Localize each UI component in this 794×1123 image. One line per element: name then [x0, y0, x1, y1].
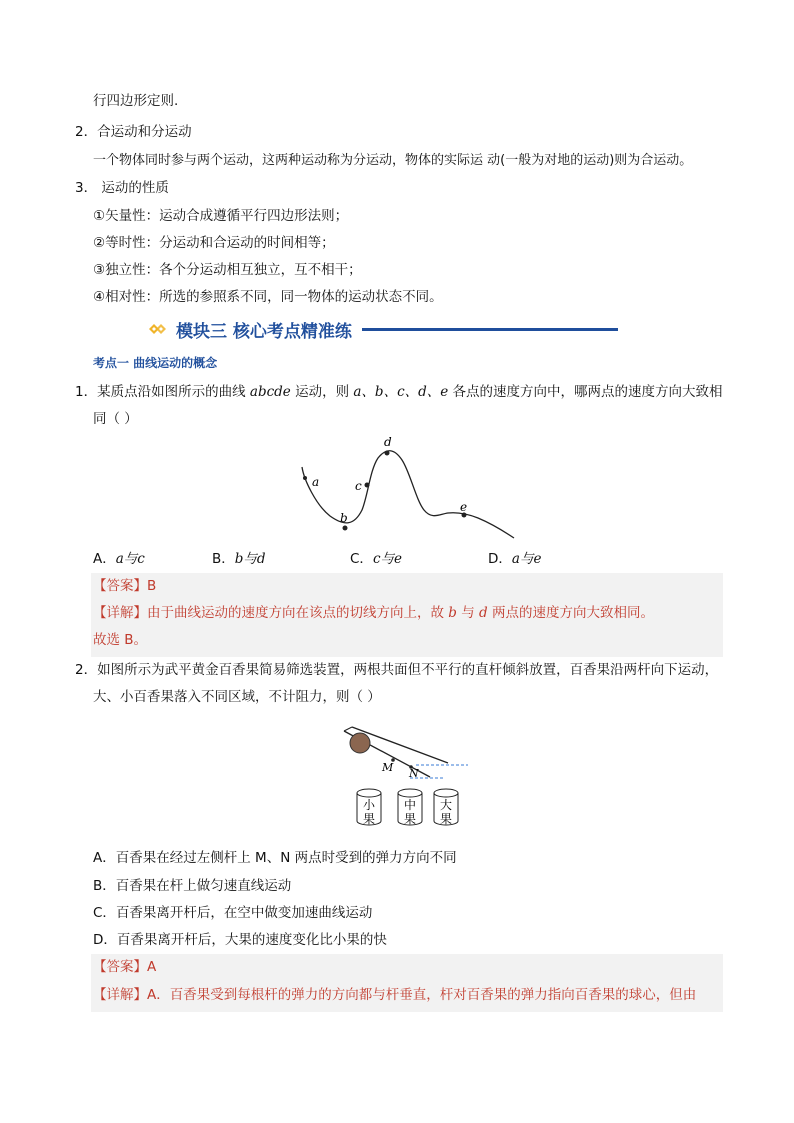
property-independence: ③独立性：各个分运动相互独立，互不相干； — [93, 262, 362, 278]
stem-text: 某质点沿如图所示的曲线 — [97, 384, 250, 400]
option-key: B． — [93, 878, 116, 894]
module-title: 模块三 核心考点精准练 — [176, 321, 352, 342]
bin-label: 大 — [439, 798, 453, 812]
detail-text: 两点的速度方向大致相同。 — [487, 605, 654, 621]
q2-option-a[interactable] — [93, 848, 457, 868]
q2-option-c[interactable] — [93, 903, 372, 923]
answer-label: 【答案】 — [93, 578, 147, 594]
detail-label: 【详解】 — [93, 987, 147, 1003]
option-key: D． — [488, 551, 512, 567]
question-number: 2． — [75, 662, 98, 678]
option-key: C． — [93, 905, 116, 921]
label-e: e — [460, 500, 468, 514]
option-key: C． — [350, 551, 373, 567]
q2-option-b[interactable] — [93, 876, 291, 896]
bin-label: 果 — [439, 812, 453, 826]
answer-value: A — [147, 959, 157, 975]
stem-text: 运动，则 — [290, 384, 354, 400]
point-list: a、b、c、d、e — [353, 384, 449, 400]
option-text: 百香果在杆上做匀速直线运动 — [115, 878, 292, 894]
q2-sorting-device-figure — [340, 725, 480, 830]
q1-option-c[interactable] — [350, 549, 402, 569]
detail-point: d — [479, 605, 488, 621]
q1-option-d[interactable] — [488, 549, 541, 569]
option-text: a与e — [511, 551, 542, 567]
property-vector: ①矢量性：运动合成遵循平行四边形法则； — [93, 208, 349, 224]
item-number: 3． — [75, 180, 98, 196]
option-text: 百香果在经过左侧杆上 M、N 两点时受到的弹力方向不同 — [115, 850, 457, 866]
question-number: 1． — [75, 384, 98, 400]
option-key: A． — [93, 850, 116, 866]
option-key: A． — [93, 551, 116, 567]
label-a: a — [312, 475, 320, 489]
detail-text: 与 — [456, 605, 480, 621]
q1-answer — [93, 576, 156, 596]
label-c: c — [355, 479, 362, 493]
label-d: d — [384, 435, 392, 449]
item-title: 合运动和分运动 — [97, 124, 192, 140]
property-relativity: ④相对性：所选的参照系不同，同一物体的运动状态不同。 — [93, 289, 443, 305]
bin-medium — [398, 789, 422, 826]
q1-detail — [93, 603, 654, 623]
bin-large — [434, 789, 458, 826]
option-text: a与c — [115, 551, 145, 567]
q1-stem-line-1 — [75, 382, 723, 402]
intro-item-3-heading — [75, 178, 169, 198]
curve-name: abcde — [249, 384, 291, 400]
detail-text: 由于曲线运动的速度方向在该点的切线方向上，故 — [147, 605, 449, 621]
bin-label: 果 — [362, 812, 376, 826]
double-chevron-icon — [148, 322, 168, 336]
q1-curve-figure — [290, 430, 530, 545]
module-title-rule — [362, 328, 618, 331]
bin-label: 小 — [362, 798, 376, 812]
q1-conclusion: 故选 B。 — [93, 632, 148, 648]
option-text: 百香果离开杆后，在空中做变加速曲线运动 — [115, 905, 373, 921]
detail-point: b — [448, 605, 457, 621]
label-N: N — [409, 767, 419, 780]
q1-option-b[interactable] — [212, 549, 266, 569]
answer-value: B — [147, 578, 157, 594]
intro-line-continuation: 行四边形定则. — [93, 93, 179, 109]
bin-label: 中 — [403, 798, 417, 812]
q2-option-d[interactable] — [93, 930, 387, 950]
answer-label: 【答案】 — [93, 959, 147, 975]
intro-item-2-heading — [75, 122, 192, 142]
option-key: D． — [93, 932, 117, 948]
q2-detail — [93, 985, 696, 1005]
q2-stem-line-2: 大、小百香果落入不同区域，不计阻力，则（ ） — [93, 689, 381, 705]
q1-option-a[interactable] — [93, 549, 145, 569]
option-key: B． — [212, 551, 235, 567]
detail-text: A．百香果受到每根杆的弹力的方向都与杆垂直，杆对百香果的弹力指向百香果的球心，但由 — [147, 987, 697, 1003]
option-text: b与d — [234, 551, 266, 567]
module-heading — [148, 318, 618, 340]
intro-item-2-body: 一个物体同时参与两个运动，这两种运动称为分运动，物体的实际运 动(一般为对地的运动)则为合运动。 — [93, 153, 693, 168]
item-number: 2． — [75, 124, 98, 140]
detail-label: 【详解】 — [93, 605, 147, 621]
item-title: 运动的性质 — [97, 180, 169, 196]
q2-stem-line-1 — [75, 660, 718, 680]
section-heading: 考点一 曲线运动的概念 — [93, 356, 218, 370]
option-text: c与e — [372, 551, 402, 567]
option-text: 百香果离开杆后，大果的速度变化比小果的快 — [116, 932, 387, 948]
bin-label: 果 — [403, 812, 417, 826]
q1-stem-line-2: 同（ ） — [93, 411, 138, 427]
property-isochronous: ②等时性：分运动和合运动的时间相等； — [93, 235, 335, 251]
label-b: b — [340, 511, 348, 525]
bin-small — [357, 789, 381, 826]
q2-answer — [93, 957, 156, 977]
label-M: M — [382, 761, 394, 774]
stem-text: 各点的速度方向中，哪两点的速度方向大致相 — [448, 384, 723, 400]
stem-text: 如图所示为武平黄金百香果简易筛选装置，两根共面但不平行的直杆倾斜放置，百香果沿两杆向下运动， — [97, 662, 719, 678]
